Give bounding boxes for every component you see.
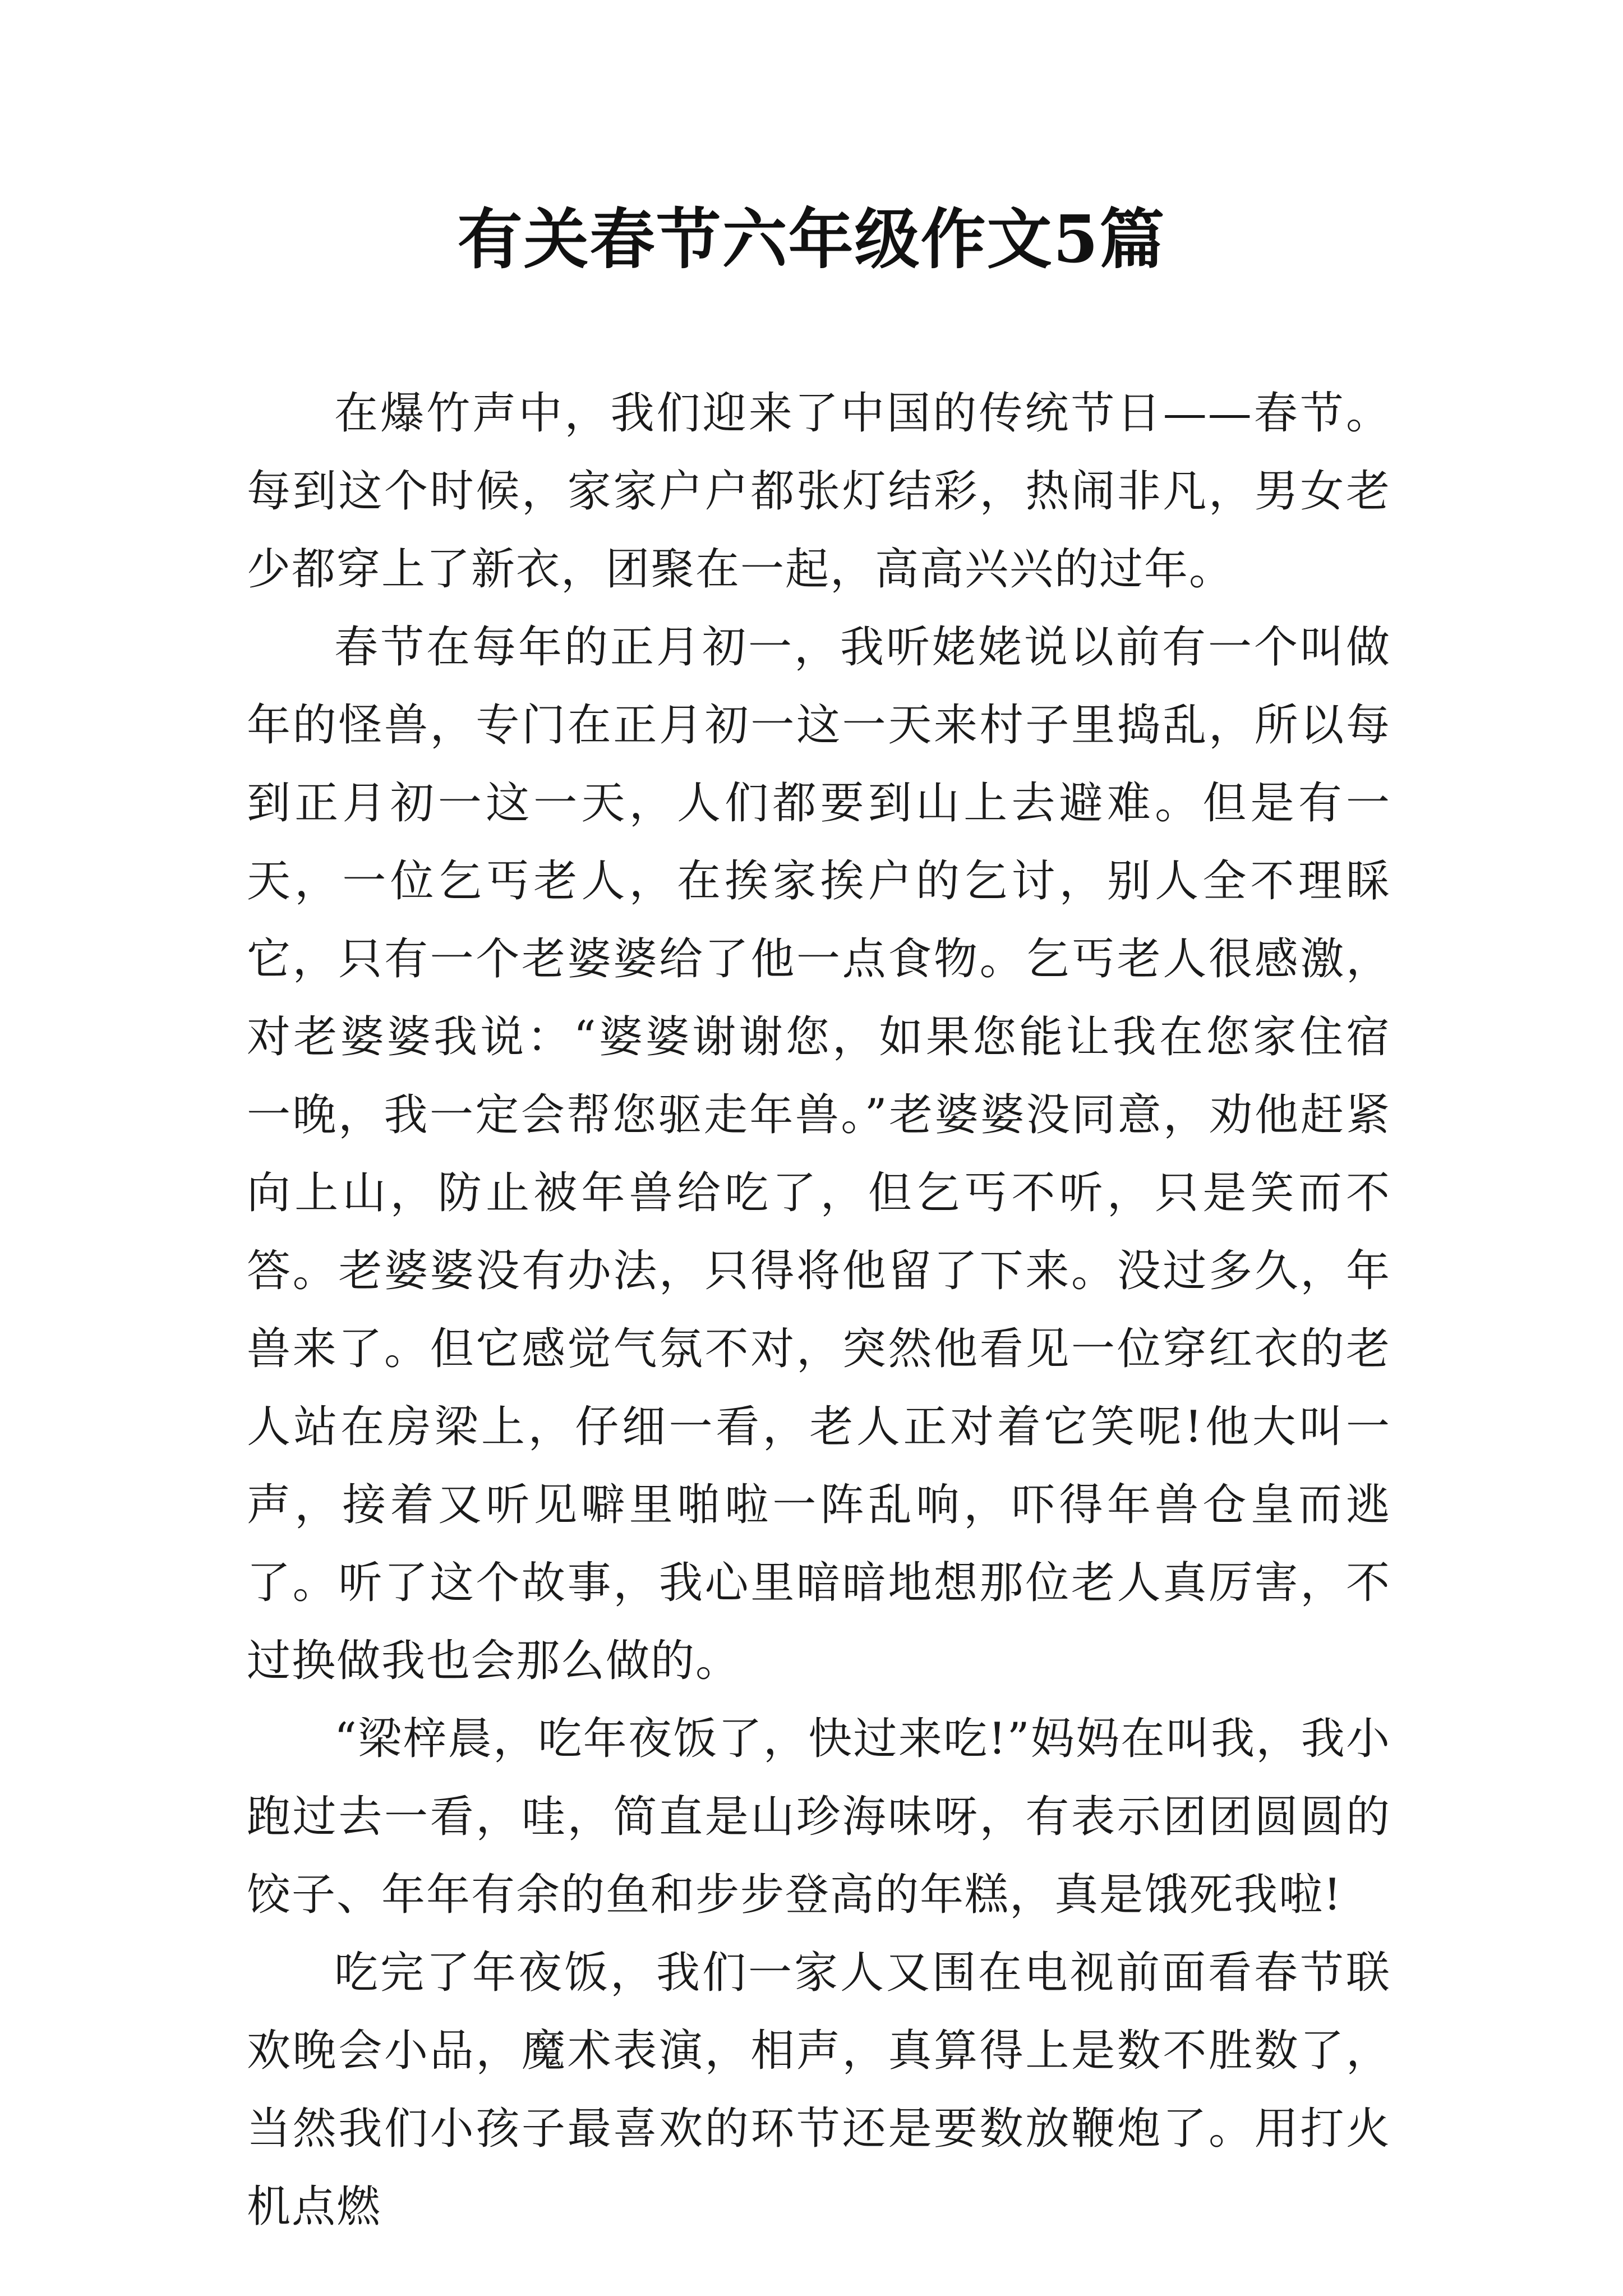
paragraph-2: 春节在每年的正月初一，我听姥姥说以前有一个叫做年的怪兽，专门在正月初一这一天来村子里捣乱，所以每到正月初一这一天，人们都要到山上去避难。但是有一天，一位乞丐老人，在挨家挨户的乞讨，别人全不理睬它，只有一个老婆婆给了他一点食物。乞丐老人很感激，对老婆婆我说：“婆婆谢谢您，如果您能让我在您家住宿一晚，我一定会帮您驱走年兽。”老婆婆没同意，劝他赶紧向上山，防止被年兽给吃了，但乞丐不听，只是笑而不答。老婆婆没有办法，只得将他留了下来。没过多久，年兽来了。但它感觉气氛不对，突然他看见一位穿红衣的老人站在房梁上，仔细一看，老人正对着它笑呢!他大叫一声，接着又听见噼里啪啦一阵乱响，吓得年兽仓皇而逃了。听了这个故事，我心里暗暗地想那位老人真厉害，不过换做我也会那么做的。 xyxy=(247,622,1391,1686)
document-body xyxy=(247,375,1391,2246)
paragraph-1: 在爆竹声中，我们迎来了中国的传统节日——春节。每到这个时候，家家户户都张灯结彩，热闹非凡，男女老少都穿上了新衣，团聚在一起，高高兴兴的过年。 xyxy=(247,388,1391,595)
document-title: 有关春节六年级作文5篇 xyxy=(457,201,1166,278)
paragraph-4: 吃完了年夜饭，我们一家人又围在电视前面看春节联欢晚会小品，魔术表演，相声，真算得上是数不胜数了，当然我们小孩子最喜欢的环节还是要数放鞭炮了。用打火机点燃 xyxy=(247,1948,1391,2232)
paragraph-3: “梁梓晨，吃年夜饭了，快过来吃!”妈妈在叫我，我小跑过去一看，哇，简直是山珍海味呀，有表示团团圆圆的饺子、年年有余的鱼和步步登高的年糕，真是饿死我啦! xyxy=(247,1714,1391,1920)
